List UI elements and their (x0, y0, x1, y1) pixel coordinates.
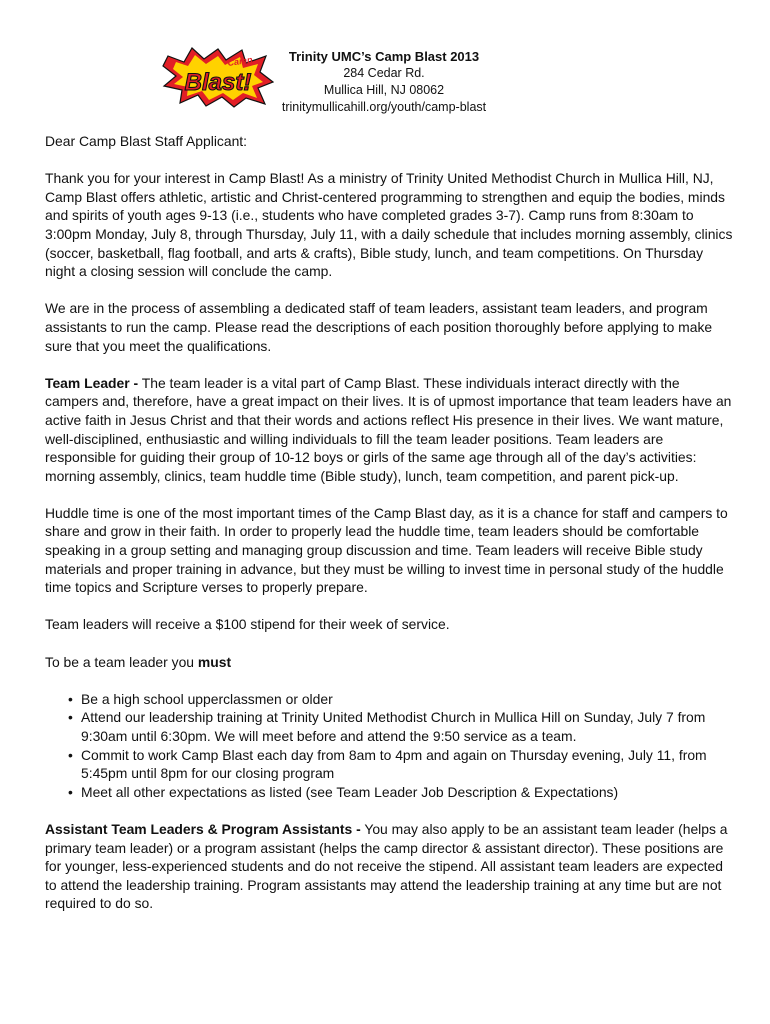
team-leader-heading: Team Leader - (45, 374, 139, 391)
assistant-paragraph (45, 820, 735, 913)
assistant-text: You may also apply to be an assistant team leader (helps a primary team leader) or a program assistant (helps the camp director & assistant director). These positions are for younger, less-experienced students and do not receive the stipend. All assistant team leaders are expected to attend the leadership training. Program assistants may attend the leadership training at any time but are not required to do so. (45, 820, 728, 912)
letterhead-address-city: Mullica Hill, NJ 08062 (323, 83, 445, 97)
staff-paragraph: We are in the process of assembling a dedicated staff of team leaders, assistant team leaders, and program assistants to run the camp. Please read the descriptions of each position thoroughly before applying to make sure that you meet the qualifications. (45, 300, 713, 354)
stipend-paragraph: Team leaders will receive a $100 stipend for their week of service. (45, 616, 450, 633)
list-item (45, 690, 735, 709)
bullet-icon: • (68, 690, 73, 707)
letterhead (260, 48, 508, 116)
huddle-paragraph: Huddle time is one of the most important times of the Camp Blast day, as it is a chance for staff and campers to share and grow in their faith. In order to properly lead the huddle time, team leaders should be comfortable speaking in a group setting and managing group discussion and time. Team leaders will receive Bible study materials and proper training in advance, but they must be willing to invest time in personal study of the huddle time topics and Scripture verses to properly prepare. (45, 504, 728, 596)
bullet-icon: • (68, 746, 73, 763)
salutation: Dear Camp Blast Staff Applicant: (45, 133, 248, 149)
camp-blast-logo (162, 46, 274, 108)
requirement-text: Commit to work Camp Blast each day from 8am to 4pm and again on Thursday evening, July 11, from 5:45pm until 8pm for our closing program (81, 746, 707, 782)
letterhead-title: Trinity UMC’s Camp Blast 2013 (288, 49, 480, 64)
letter-body (45, 132, 735, 932)
requirement-text: Meet all other expectations as listed (see Team Leader Job Description & Expectations) (81, 783, 619, 800)
requirements-intro (45, 653, 735, 672)
requirements-intro-text: To be a team leader you (45, 653, 198, 670)
letterhead-website: trinitymullicahill.org/youth/camp-blast (281, 100, 487, 114)
list-item (45, 708, 735, 745)
bullet-icon: • (68, 783, 73, 800)
requirements-must: must (197, 653, 232, 670)
requirement-text: Attend our leadership training at Trinity United Methodist Church in Mullica Hill on Sunday, July 7 from 9:30am until 6:30pm. We will meet before and attend the 9:50 service as a team. (81, 709, 706, 744)
team-leader-text: The team leader is a vital part of Camp Blast. These individuals interact directly with the campers and, therefore, have a great impact on their lives. It is of upmost importance that team leaders have an active faith in Jesus Christ and that their words and actions reflect His presence in their lives. We want mature, well-disciplined, enthusiastic and willing individuals to fill the team leader positions. Team leaders are responsible for guiding their group of 10-12 boys or girls of the same age through all of the day’s activities: morning assembly, clinics, team huddle time (Bible study), lunch, team competition, and parent pick-up. (45, 374, 732, 484)
bullet-icon: • (68, 709, 73, 726)
intro-paragraph: Thank you for your interest in Camp Blast! As a ministry of Trinity United Methodist Church in Mullica Hill, NJ, Camp Blast offers athletic, artistic and Christ-centered programming to strengthen and equip the bodies, minds and spirits of youth ages 9-13 (i.e., students who have completed grades 3-7). Camp runs from 8:30am to 3:00pm Monday, July 8, through Thursday, July 11, with a daily schedule that includes morning assembly, clinics (soccer, basketball, flag football, and arts & crafts), Bible study, lunch, and team competitions. On Thursday night a closing session will conclude the camp. (45, 170, 733, 280)
logo-blast-text: Blast! (184, 69, 252, 96)
letterhead-address-street: 284 Cedar Rd. (343, 66, 425, 80)
requirements-list (45, 690, 735, 802)
team-leader-paragraph (45, 374, 735, 486)
assistant-heading: Assistant Team Leaders & Program Assistants - (45, 820, 361, 837)
requirement-text: Be a high school upperclassmen or older (81, 690, 333, 707)
list-item (45, 746, 735, 783)
logo-camp-text: Camp (226, 54, 254, 68)
list-item (45, 783, 735, 802)
